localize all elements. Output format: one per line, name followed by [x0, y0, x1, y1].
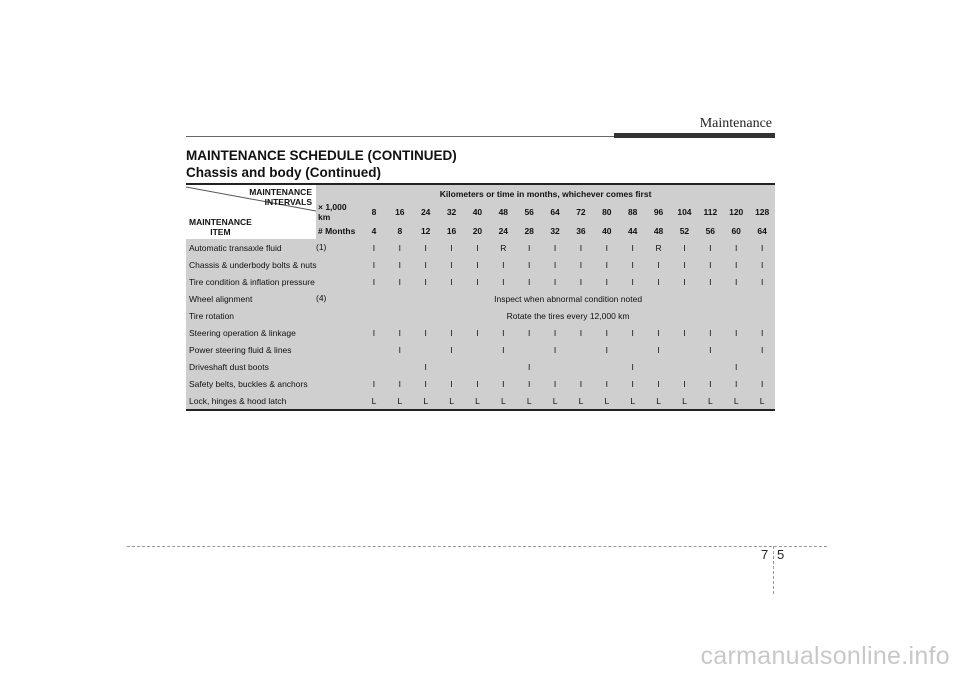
schedule-cell: L [542, 392, 568, 410]
page-number: 5 [777, 547, 785, 562]
month-value: 44 [620, 222, 646, 239]
schedule-cell [490, 358, 516, 375]
schedule-cell: I [413, 324, 439, 341]
schedule-cell: I [723, 273, 749, 290]
schedule-cell: I [646, 375, 672, 392]
schedule-cell: I [439, 273, 465, 290]
schedule-cell: I [594, 256, 620, 273]
item-label: Tire condition & inflation pressure [189, 276, 315, 287]
schedule-cell [697, 358, 723, 375]
item-name [186, 290, 361, 307]
month-value: 48 [646, 222, 672, 239]
km-value: 112 [697, 202, 723, 222]
months-label: # Months [316, 222, 361, 239]
schedule-cell: I [620, 239, 646, 256]
month-value: 24 [490, 222, 516, 239]
month-value: 52 [672, 222, 698, 239]
schedule-cell: I [749, 324, 775, 341]
schedule-cell: I [568, 273, 594, 290]
interval-span-note: Inspect when abnormal condition noted [361, 290, 775, 307]
schedule-cell: I [646, 341, 672, 358]
schedule-cell: I [542, 324, 568, 341]
month-value: 16 [439, 222, 465, 239]
interval-span-note: Rotate the tires every 12,000 km [361, 307, 775, 324]
km-value: 104 [672, 202, 698, 222]
schedule-cell [361, 341, 387, 358]
schedule-cell: I [439, 341, 465, 358]
schedule-cell [465, 358, 491, 375]
km-value: 96 [646, 202, 672, 222]
schedule-cell: I [723, 239, 749, 256]
item-label: Steering operation & linkage [189, 327, 296, 338]
schedule-cell [672, 358, 698, 375]
chapter-title: Maintenance [699, 116, 772, 131]
schedule-cell: I [516, 324, 542, 341]
schedule-cell: L [439, 392, 465, 410]
schedule-cell: I [620, 375, 646, 392]
schedule-cell [439, 358, 465, 375]
item-label: Driveshaft dust boots [189, 361, 269, 372]
km-value: 32 [439, 202, 465, 222]
schedule-cell: I [361, 256, 387, 273]
schedule-cell: I [620, 256, 646, 273]
schedule-cell: I [646, 256, 672, 273]
schedule-cell: I [749, 239, 775, 256]
schedule-cell: I [413, 358, 439, 375]
schedule-cell: I [490, 273, 516, 290]
month-value: 8 [387, 222, 413, 239]
schedule-cell: I [672, 239, 698, 256]
schedule-cell: I [723, 324, 749, 341]
schedule-cell: I [465, 375, 491, 392]
maintenance-schedule-table [186, 183, 775, 411]
item-name [186, 341, 361, 358]
schedule-cell: I [361, 273, 387, 290]
item-note: (4) [316, 293, 327, 303]
footer-dashed-divider [773, 546, 774, 594]
schedule-cell: I [439, 239, 465, 256]
footer-dashed-line [127, 546, 827, 547]
schedule-cell [465, 341, 491, 358]
schedule-cell: L [516, 392, 542, 410]
month-value: 64 [749, 222, 775, 239]
schedule-cell: I [672, 375, 698, 392]
schedule-cell: I [490, 375, 516, 392]
schedule-cell: I [542, 375, 568, 392]
schedule-cell: I [620, 273, 646, 290]
schedule-cell: I [413, 273, 439, 290]
schedule-cell [568, 341, 594, 358]
table-row [186, 239, 775, 256]
km-value: 128 [749, 202, 775, 222]
schedule-cell: I [594, 341, 620, 358]
section-title: MAINTENANCE SCHEDULE (CONTINUED) [186, 148, 457, 163]
schedule-cell: L [697, 392, 723, 410]
month-value: 4 [361, 222, 387, 239]
header-rule-accent [614, 133, 775, 138]
schedule-cell: I [646, 273, 672, 290]
table-row [186, 307, 775, 324]
schedule-cell: L [361, 392, 387, 410]
schedule-cell: I [697, 256, 723, 273]
km-value: 8 [361, 202, 387, 222]
table-row [186, 290, 775, 307]
schedule-cell: I [413, 375, 439, 392]
schedule-cell: I [542, 256, 568, 273]
km-value: 24 [413, 202, 439, 222]
schedule-cell: I [672, 324, 698, 341]
schedule-cell: L [646, 392, 672, 410]
item-name [186, 239, 361, 256]
interval-span-header: Kilometers or time in months, whichever comes first [316, 184, 775, 202]
schedule-cell: I [749, 341, 775, 358]
km-value: 120 [723, 202, 749, 222]
km-value: 64 [542, 202, 568, 222]
item-label: Safety belts, buckles & anchors [189, 378, 308, 389]
schedule-cell: L [465, 392, 491, 410]
schedule-cell: I [542, 341, 568, 358]
schedule-cell [387, 358, 413, 375]
item-label: Lock, hinges & hood latch [189, 395, 287, 406]
schedule-cell [672, 341, 698, 358]
item-note: (1) [316, 242, 327, 252]
schedule-cell: I [387, 324, 413, 341]
schedule-cell: I [361, 375, 387, 392]
month-value: 60 [723, 222, 749, 239]
month-value: 28 [516, 222, 542, 239]
schedule-cell: I [594, 239, 620, 256]
km-value: 56 [516, 202, 542, 222]
schedule-cell: I [697, 375, 723, 392]
schedule-cell: L [594, 392, 620, 410]
item-name [186, 392, 361, 410]
schedule-cell: I [516, 375, 542, 392]
km-label: × 1,000 km [316, 202, 361, 222]
km-value: 48 [490, 202, 516, 222]
schedule-cell: I [620, 358, 646, 375]
schedule-cell: I [672, 273, 698, 290]
item-label: Wheel alignment [189, 293, 253, 304]
schedule-cell [516, 341, 542, 358]
schedule-cell: I [568, 239, 594, 256]
month-value: 40 [594, 222, 620, 239]
month-value: 36 [568, 222, 594, 239]
item-name [186, 307, 361, 324]
schedule-cell: I [387, 375, 413, 392]
schedule-cell: I [465, 256, 491, 273]
item-name [186, 256, 361, 273]
table-row [186, 392, 775, 410]
item-label: Automatic transaxle fluid [189, 242, 282, 253]
schedule-cell: I [594, 273, 620, 290]
sub-title: Chassis and body (Continued) [186, 165, 382, 180]
table-row [186, 375, 775, 392]
km-value: 80 [594, 202, 620, 222]
km-value: 72 [568, 202, 594, 222]
schedule-cell: I [749, 273, 775, 290]
schedule-cell: I [490, 256, 516, 273]
schedule-cell: I [465, 324, 491, 341]
schedule-cell: I [361, 239, 387, 256]
table-row [186, 341, 775, 358]
schedule-cell: I [387, 239, 413, 256]
item-label: Tire rotation [189, 310, 235, 321]
table-row [186, 273, 775, 290]
schedule-cell: I [568, 324, 594, 341]
schedule-cell: I [568, 375, 594, 392]
schedule-cell: I [516, 256, 542, 273]
schedule-cell [413, 341, 439, 358]
schedule-cell [361, 358, 387, 375]
schedule-cell: I [490, 324, 516, 341]
table-header-row [186, 184, 775, 202]
schedule-cell [594, 358, 620, 375]
schedule-cell [646, 358, 672, 375]
schedule-cell: I [361, 324, 387, 341]
schedule-cell: I [620, 324, 646, 341]
schedule-cell: I [697, 324, 723, 341]
km-value: 88 [620, 202, 646, 222]
schedule-cell: I [697, 239, 723, 256]
schedule-cell: I [723, 375, 749, 392]
chapter-number: 7 [761, 547, 769, 562]
schedule-cell: I [594, 324, 620, 341]
schedule-cell: I [749, 256, 775, 273]
schedule-cell: R [490, 239, 516, 256]
watermark: carmanualsonline.info [700, 642, 950, 670]
table-row [186, 256, 775, 273]
schedule-cell: L [413, 392, 439, 410]
schedule-cell: I [542, 273, 568, 290]
schedule-cell: L [672, 392, 698, 410]
table-row [186, 358, 775, 375]
schedule-cell [723, 341, 749, 358]
km-value: 40 [465, 202, 491, 222]
schedule-cell: I [723, 256, 749, 273]
schedule-cell: I [646, 324, 672, 341]
table-corner-header [186, 184, 316, 239]
month-value: 56 [697, 222, 723, 239]
item-name [186, 273, 361, 290]
schedule-cell: I [439, 256, 465, 273]
schedule-cell: I [516, 273, 542, 290]
item-name [186, 358, 361, 375]
schedule-cell: L [568, 392, 594, 410]
schedule-cell: L [490, 392, 516, 410]
item-label: Chassis & underbody bolts & nuts [189, 259, 317, 270]
corner-intervals-label: MAINTENANCE INTERVALS [249, 187, 312, 207]
schedule-cell: I [542, 239, 568, 256]
schedule-cell: I [672, 256, 698, 273]
schedule-cell: I [516, 358, 542, 375]
schedule-cell: I [387, 341, 413, 358]
schedule-cell: I [387, 273, 413, 290]
schedule-cell [542, 358, 568, 375]
schedule-cell: I [749, 375, 775, 392]
schedule-cell: I [568, 256, 594, 273]
item-name [186, 324, 361, 341]
schedule-cell: L [723, 392, 749, 410]
schedule-cell: L [387, 392, 413, 410]
schedule-cell: I [439, 324, 465, 341]
header-rule [186, 136, 616, 137]
item-label: Power steering fluid & lines [189, 344, 292, 355]
schedule-cell [749, 358, 775, 375]
schedule-cell: I [465, 273, 491, 290]
schedule-cell: L [749, 392, 775, 410]
schedule-cell: I [490, 341, 516, 358]
schedule-cell: I [439, 375, 465, 392]
schedule-cell: I [465, 239, 491, 256]
schedule-cell: I [413, 256, 439, 273]
corner-item-label: MAINTENANCE ITEM [189, 217, 252, 237]
km-value: 16 [387, 202, 413, 222]
table-row [186, 324, 775, 341]
schedule-cell: I [413, 239, 439, 256]
schedule-cell: I [697, 273, 723, 290]
schedule-cell: I [516, 239, 542, 256]
schedule-cell [620, 341, 646, 358]
schedule-cell: I [697, 341, 723, 358]
schedule-cell: I [723, 358, 749, 375]
month-value: 32 [542, 222, 568, 239]
schedule-cell [568, 358, 594, 375]
month-value: 20 [465, 222, 491, 239]
schedule-cell: L [620, 392, 646, 410]
schedule-cell: I [387, 256, 413, 273]
item-name [186, 375, 361, 392]
schedule-cell: R [646, 239, 672, 256]
month-value: 12 [413, 222, 439, 239]
schedule-cell: I [594, 375, 620, 392]
